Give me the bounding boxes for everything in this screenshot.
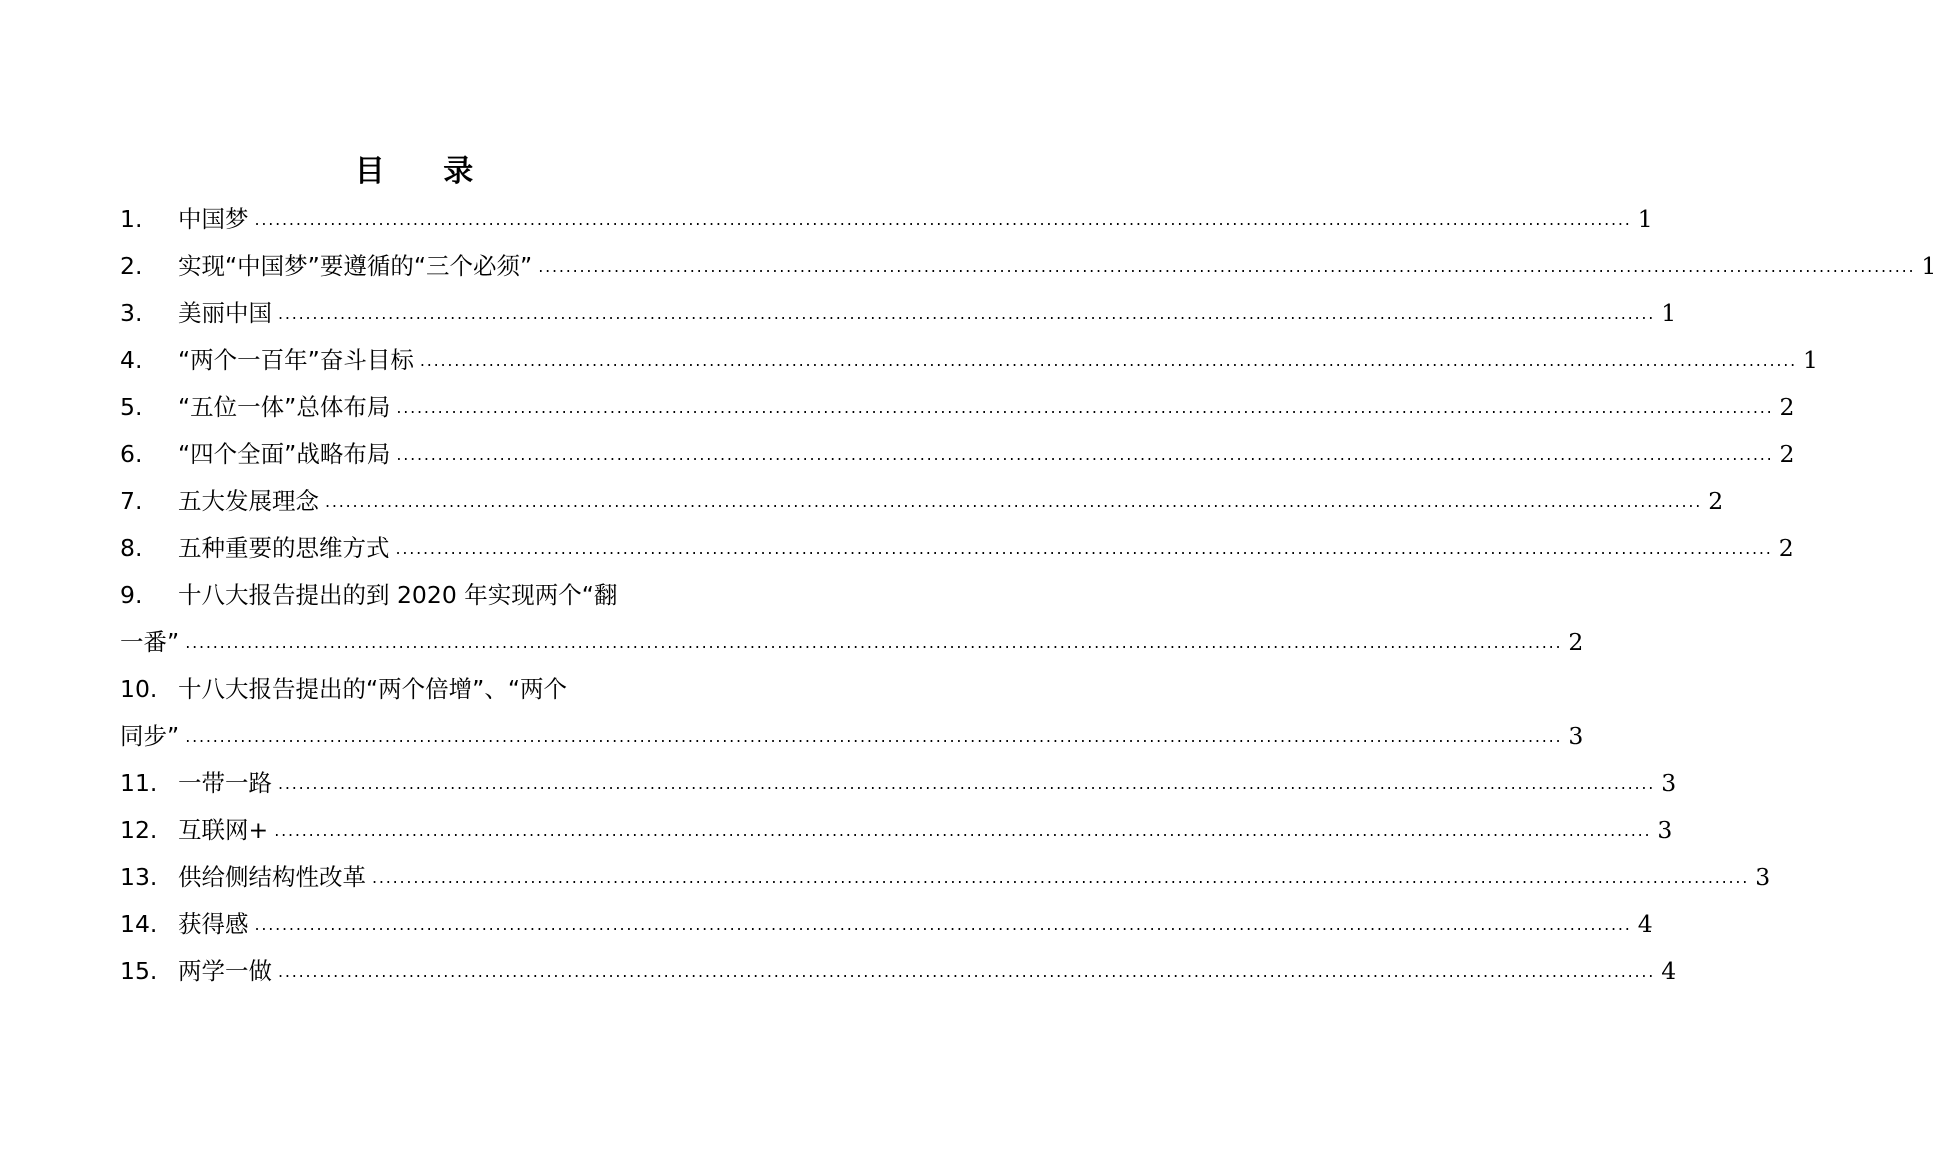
- toc-entry-number: 14.: [120, 910, 158, 938]
- toc-entry-number: 6.: [120, 440, 143, 468]
- toc-entry-number: 10.: [120, 675, 158, 703]
- toc-entry-page: 4: [1637, 910, 1653, 938]
- toc-entry-text: 十八大报告提出的“两个倍增”、“两个: [178, 675, 568, 703]
- toc-entry-5[interactable]: [120, 384, 1795, 431]
- toc-entry-number: 9.: [120, 581, 143, 609]
- toc-entry-number: 7.: [120, 487, 143, 515]
- toc-entry-text: 一带一路: [178, 769, 272, 797]
- toc-entry-page: 4: [1661, 957, 1677, 985]
- toc-entry-3[interactable]: [120, 290, 1677, 337]
- toc-leader-dots: [538, 243, 1915, 290]
- toc-leader-dots: [255, 901, 1632, 948]
- toc-entry-number: 13.: [120, 863, 158, 891]
- toc-entry-12[interactable]: [120, 807, 1673, 854]
- toc-entry-11[interactable]: [120, 760, 1677, 807]
- toc-entry-text: 实现“中国梦”要遵循的“三个必须”: [178, 252, 533, 280]
- toc-leader-dots: [396, 431, 1773, 478]
- toc-title: 目 录: [354, 154, 498, 189]
- toc-entry-8[interactable]: [120, 525, 1794, 572]
- toc-entry-page: 1: [1637, 205, 1653, 233]
- toc-entry-page: 1: [1661, 299, 1677, 327]
- toc-entry-text: 中国梦: [178, 205, 249, 233]
- toc-entry-page: 3: [1661, 769, 1677, 797]
- toc-entry-text: 获得感: [178, 910, 249, 938]
- toc-leader-dots: [185, 713, 1562, 760]
- toc-entry-number: 15.: [120, 957, 158, 985]
- toc-entry-page: 3: [1657, 816, 1673, 844]
- toc-entry-text: “两个一百年”奋斗目标: [178, 346, 414, 374]
- toc-entry-9[interactable]: [120, 572, 1584, 666]
- toc-entry-number: 8.: [120, 534, 143, 562]
- toc-entry-number: 2.: [120, 252, 143, 280]
- toc-entry-number: 12.: [120, 816, 158, 844]
- toc-entry-page: 2: [1779, 393, 1795, 421]
- toc-leader-dots: [278, 290, 1655, 337]
- table-of-contents: [120, 196, 1936, 995]
- toc-entry-page: 1: [1921, 252, 1936, 280]
- toc-entry-page: 1: [1803, 346, 1818, 374]
- toc-entry-10[interactable]: [120, 666, 1584, 760]
- toc-entry-2[interactable]: [120, 243, 1936, 290]
- toc-entry-text: 供给侧结构性改革: [178, 863, 366, 891]
- toc-entry-1[interactable]: [120, 196, 1653, 243]
- toc-leader-dots: [278, 760, 1655, 807]
- toc-leader-dots: [278, 948, 1655, 995]
- toc-entry-text: 五种重要的思维方式: [178, 534, 390, 562]
- toc-entry-13[interactable]: [120, 854, 1771, 901]
- toc-entry-page: 2: [1779, 440, 1795, 468]
- toc-entry-4[interactable]: [120, 337, 1818, 384]
- toc-entry-14[interactable]: [120, 901, 1653, 948]
- toc-entry-7[interactable]: [120, 478, 1724, 525]
- toc-entry-text: 十八大报告提出的到 2020 年实现两个“翻: [178, 581, 618, 609]
- toc-entry-page: 3: [1568, 722, 1584, 750]
- toc-entry-6[interactable]: [120, 431, 1795, 478]
- toc-entry-text: 美丽中国: [178, 299, 272, 327]
- toc-entry-text: 两学一做: [178, 957, 272, 985]
- toc-entry-number: 3.: [120, 299, 143, 327]
- toc-leader-dots: [274, 807, 1651, 854]
- toc-entry-page: 2: [1778, 534, 1794, 562]
- toc-entry-number: 11.: [120, 769, 158, 797]
- toc-leader-dots: [396, 384, 1773, 431]
- toc-entry-text: “四个全面”战略布局: [178, 440, 391, 468]
- toc-leader-dots: [396, 525, 1773, 572]
- toc-entry-number: 4.: [120, 346, 143, 374]
- toc-leader-dots: [185, 619, 1562, 666]
- toc-entry-text-continued: 同步”: [120, 722, 180, 750]
- toc-leader-dots: [255, 196, 1632, 243]
- toc-entry-15[interactable]: [120, 948, 1677, 995]
- toc-entry-page: 3: [1755, 863, 1771, 891]
- toc-entry-page: 2: [1708, 487, 1724, 515]
- toc-leader-dots: [372, 854, 1749, 901]
- toc-entry-text: 五大发展理念: [178, 487, 319, 515]
- toc-entry-page: 2: [1568, 628, 1584, 656]
- toc-entry-text: “五位一体”总体布局: [178, 393, 391, 421]
- toc-leader-dots: [420, 337, 1797, 384]
- toc-entry-text: 互联网+: [178, 816, 269, 844]
- toc-entry-text-continued: 一番”: [120, 628, 180, 656]
- toc-entry-number: 1.: [120, 205, 143, 233]
- toc-leader-dots: [325, 478, 1702, 525]
- toc-entry-number: 5.: [120, 393, 143, 421]
